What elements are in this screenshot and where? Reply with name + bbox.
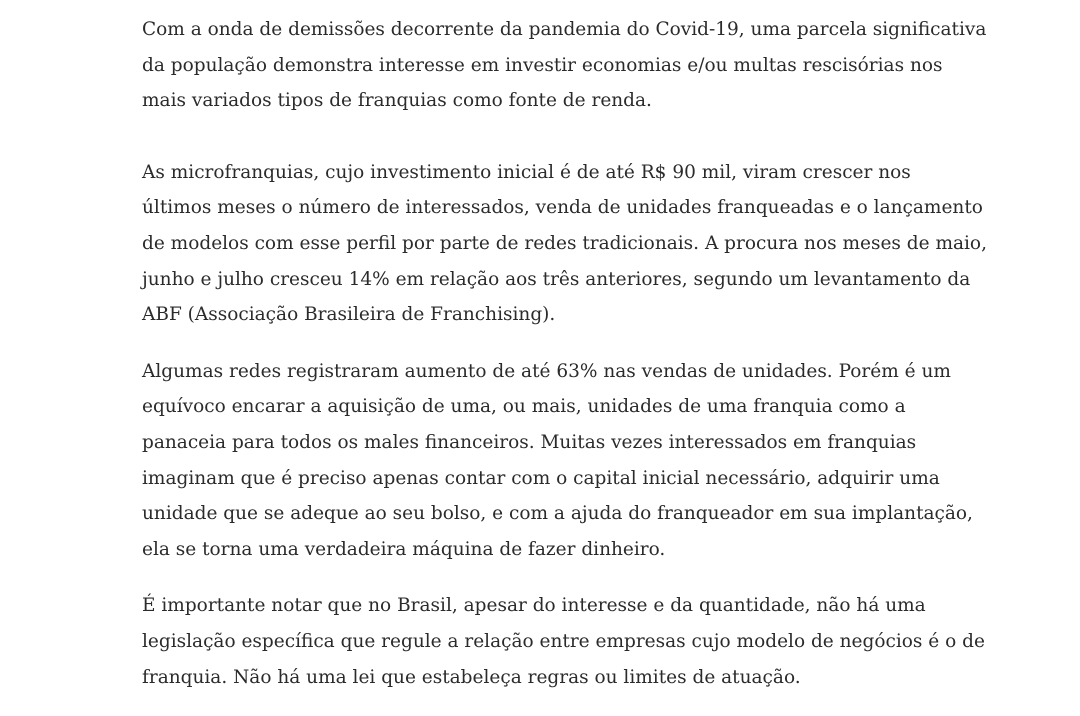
- paragraph-line: legislação específica que regule a relação entre empresas cujo modelo de negócios é o de: [142, 630, 985, 652]
- paragraph-line: unidade que se adeque ao seu bolso, e com a ajuda do franqueador em sua implantação,: [142, 503, 973, 525]
- paragraph-line: franquia. Não há uma lei que estabeleça regras ou limites de atuação.: [142, 666, 801, 688]
- paragraph-line: imaginam que é preciso apenas contar com o capital inicial necessário, adquirir uma: [142, 467, 940, 489]
- paragraph-line: junho e julho cresceu 14% em relação aos três anteriores, segundo um levantamento da: [142, 268, 971, 290]
- paragraph-4: [142, 588, 985, 695]
- paragraph-line: Com a onda de demissões decorrente da pandemia do Covid-19, uma parcela significativa: [142, 19, 987, 40]
- paragraph-line: da população demonstra interesse em investir economias e/ou multas rescisórias nos: [142, 54, 943, 76]
- paragraph-line: É importante notar que no Brasil, apesar do interesse e da quantidade, não há uma: [142, 595, 926, 617]
- paragraph-2: [142, 155, 987, 333]
- paragraph-line: de modelos com esse perfil por parte de redes tradicionais. A procura nos meses de maio,: [142, 232, 987, 254]
- paragraph-line: panaceia para todos os males financeiros. Muitas vezes interessados em franquias: [142, 431, 917, 453]
- paragraph-line: mais variados tipos de franquias como fonte de renda.: [142, 90, 652, 112]
- paragraph-1: [142, 12, 987, 119]
- paragraph-line: Algumas redes registraram aumento de até 63% nas vendas de unidades. Porém é um: [142, 360, 951, 382]
- paragraph-line: equívoco encarar a aquisição de uma, ou mais, unidades de uma franquia como a: [142, 396, 906, 418]
- paragraph-3: [142, 354, 973, 568]
- paragraph-line: As microfranquias, cujo investimento inicial é de até R$ 90 mil, viram crescer nos: [142, 161, 911, 183]
- article-body: [142, 12, 987, 716]
- paragraph-line: últimos meses o número de interessados, venda de unidades franqueadas e o lançamento: [142, 197, 983, 219]
- paragraph-line: ABF (Associação Brasileira de Franchising).: [142, 304, 556, 326]
- paragraph-line: ela se torna uma verdadeira máquina de fazer dinheiro.: [142, 538, 666, 560]
